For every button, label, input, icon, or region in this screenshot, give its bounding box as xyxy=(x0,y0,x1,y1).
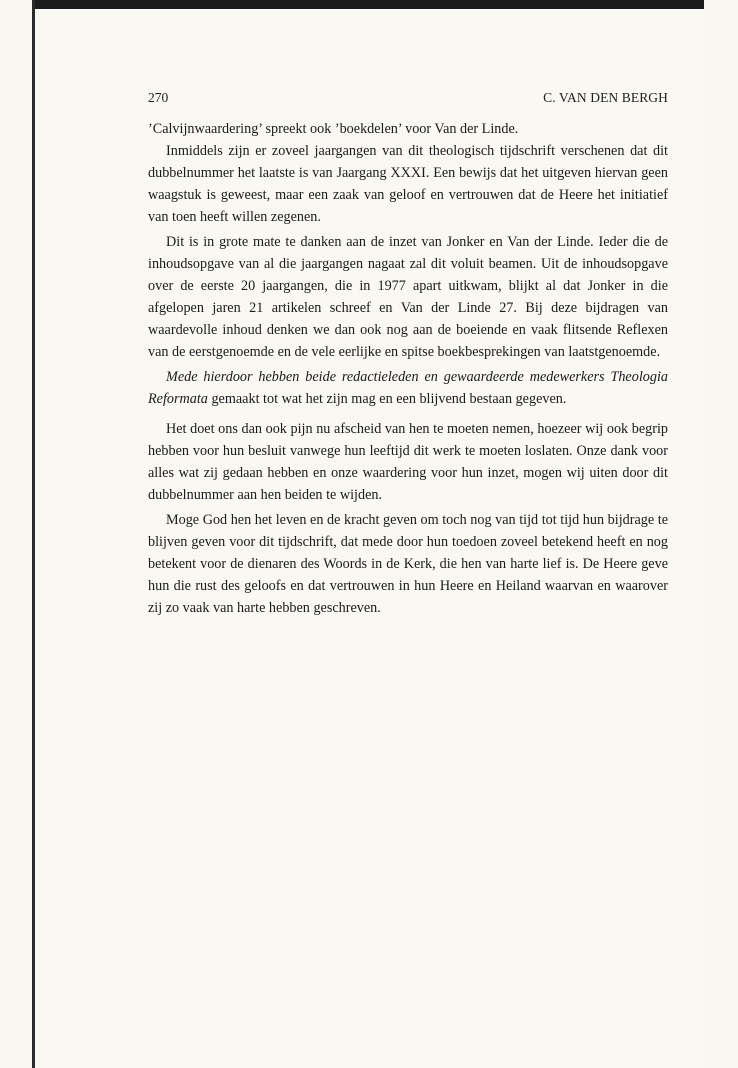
paragraph-5: Het doet ons dan ook pijn nu afscheid van hen te moeten nemen, hoezeer wij ook begrip hebben voor hun besluit vanwege hun leeftijd dit werk te moeten loslaten. Onze dank voor alles wat zij gedaan hebben en onze waardering voor hun inzet, mogen wij uiten door dit dubbelnummer aan hen beiden te wijden. xyxy=(148,421,668,503)
paragraph-4-text: gemaakt tot wat het zijn mag en een blijvend bestaan gegeven. xyxy=(207,391,567,407)
running-header xyxy=(148,90,668,110)
italic-lead-text: Mede hierdoor hebben beide redactieleden en gewaardeerde medewerkers Theologia Reformata xyxy=(148,369,668,407)
paragraph-3: Dit is in grote mate te danken aan de inzet van Jonker en Van der Linde. Ieder die de inhoudsopgave van al die jaargangen nagaat zal dit voluit beamen. Uit de inhoudsopgave over de eerste 20 jaargangen, die in 1977 apart uitkwam, blijkt al dat Jonker in die afgelopen jaren 21 artikelen schreef en Van der Linde 27. Bij deze bijdragen van waardevolle inhoud denken we dan ook nog aan de boeiende en vaak flitsende Reflexen van de eerstgenoemde en de vele eerlijke en spitse boekbesprekingen van laatstgenoemde. xyxy=(148,234,668,360)
paragraph-4 xyxy=(148,366,668,410)
author-running-head: C. VAN DEN BERGH xyxy=(543,90,668,105)
page-number: 270 xyxy=(148,90,169,105)
paragraph-1: ’Calvijnwaardering’ spreekt ook ’boekdelen’ voor Van der Linde. xyxy=(148,121,519,137)
scan-top-edge xyxy=(32,0,704,9)
paragraph-2: Inmiddels zijn er zoveel jaargangen van dit theologisch tijdschrift verschenen dat dit dubbelnummer het laatste is van Jaargang XXXI. Een bewijs dat het uitgeven hiervan geen waagstuk is geweest, maar een zaak van geloof en vertrouwen dat de Heere het initiatief van toen heeft willen zegenen. xyxy=(148,143,668,225)
article-body xyxy=(148,118,668,619)
paragraph-6: Moge God hen het leven en de kracht geven om toch nog van tijd tot tijd hun bijdrage te blijven geven voor dit tijdschrift, dat mede door hun toedoen zoveel betekend heeft en nog betekent voor de dienaren des Woords in de Kerk, die hen van harte lief is. De Heere geve hun die rust des geloofs en dat vertrouwen in hun Heere en Heiland waarvan en waarover zij zo vaak van harte hebben geschreven. xyxy=(148,512,668,616)
